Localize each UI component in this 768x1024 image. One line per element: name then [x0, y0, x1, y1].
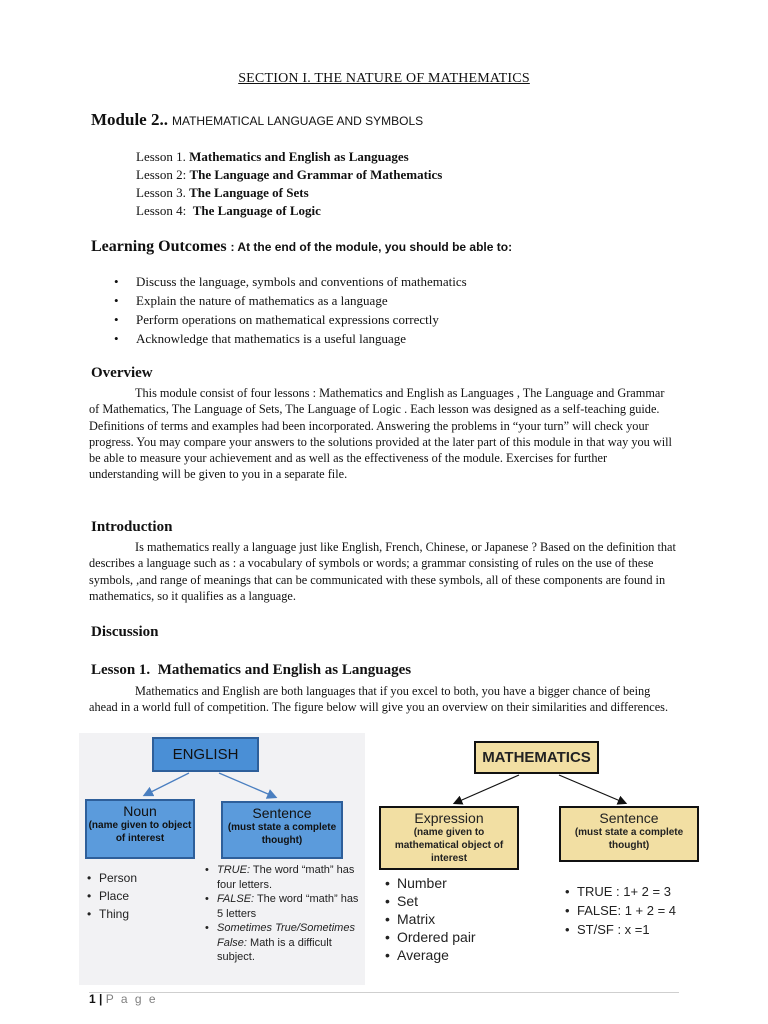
expression-example: • Matrix — [385, 910, 476, 928]
lesson-number: Lesson 4: — [136, 203, 187, 218]
expression-examples — [385, 874, 476, 964]
overview-text: This module consist of four lessons : Mathematics and English as Languages , The Language and Grammar of Mathematics, The Language of Sets, The Language of Logic . Each lesson was designed as a self-teaching guide. Definitions of terms and examples had been incorporated. Answering the problems in “your turn” will check your progress. You may compare your answers to the solutions provided at the later part of this module in that way you will be able to measure your achievement and as well as the effectiveness of the module. Exercises for further understanding will be given to you in a separate file. — [89, 386, 672, 482]
sentence-example — [205, 863, 365, 892]
footer-separator: | — [99, 992, 103, 1006]
page-number: 1 — [89, 992, 96, 1006]
introduction-heading: Introduction — [91, 519, 173, 535]
sentence-example — [205, 892, 365, 921]
sentence-example-tag: Sometimes True/Sometimes False: — [217, 922, 355, 949]
mathematics-diagram — [369, 733, 706, 985]
math-sentence-example: • FALSE: 1 + 2 = 4 — [565, 901, 676, 920]
page-label: P a g e — [105, 992, 158, 1006]
english-root-box: ENGLISH — [152, 737, 259, 772]
arrow-to-expression — [455, 775, 519, 803]
outcome-item: • Discuss the language, symbols and conventions of mathematics — [114, 272, 467, 291]
expression-example: • Ordered pair — [385, 928, 476, 946]
english-sentence-title: Sentence — [252, 805, 312, 821]
arrow-to-noun — [145, 773, 189, 795]
math-sentence-example: • ST/SF : x =1 — [565, 920, 676, 939]
discussion-heading: Discussion — [91, 624, 159, 640]
overview-heading: Overview — [91, 365, 153, 381]
lesson1-paragraph — [89, 683, 677, 716]
mathematics-root-box: MATHEMATICS — [474, 741, 599, 774]
learning-outcomes-intro: : At the end of the module, you should be able to: — [230, 240, 513, 254]
math-sentence-description: (must state a complete thought) — [574, 827, 684, 851]
math-sentence-box — [559, 806, 699, 862]
noun-description: (name given to object of interest — [88, 820, 192, 844]
learning-outcomes-list — [114, 272, 467, 348]
lesson-title: Mathematics and English as Languages — [189, 149, 409, 164]
learning-outcomes-heading — [91, 238, 512, 256]
lesson-item — [136, 166, 442, 184]
outcome-item: • Acknowledge that mathematics is a useful language — [114, 329, 467, 348]
lesson-number: Lesson 3. — [136, 185, 186, 200]
lesson-title: The Language and Grammar of Mathematics — [189, 167, 443, 182]
introduction-paragraph — [89, 539, 677, 604]
english-sentence-description: (must state a complete thought) — [227, 822, 337, 846]
module-label: Module 2 — [91, 110, 160, 129]
english-diagram — [79, 733, 365, 985]
sentence-example-text: The word “math” has 5 letters — [217, 893, 359, 920]
introduction-text: Is mathematics really a language just like English, French, Chinese, or Japanese ? Based on the definition that describes a language such as : a vocabulary of symbols or words; a grammar consisting of rules on the use of these symbols, ,and range of meanings that can be communicated with these symbols, all of these components are found in mathematics, so it qualifies as a language. — [89, 540, 676, 603]
module-heading — [91, 110, 423, 130]
english-sentence-examples — [205, 863, 365, 965]
math-sentence-examples — [565, 882, 676, 939]
noun-example: • Person — [87, 869, 137, 887]
noun-example: • Thing — [87, 905, 137, 923]
module-title: MATHEMATICAL LANGUAGE AND SYMBOLS — [171, 114, 424, 128]
lesson-number: Lesson 2: — [136, 167, 187, 182]
noun-box — [85, 799, 195, 859]
expression-title: Expression — [414, 810, 484, 826]
section-title: SECTION I. THE NATURE OF MATHEMATICS — [238, 71, 530, 86]
outcome-item: • Perform operations on mathematical expressions correctly — [114, 310, 467, 329]
noun-example: • Place — [87, 887, 137, 905]
sentence-example — [205, 921, 365, 965]
math-sentence-title: Sentence — [599, 810, 659, 826]
outcome-item: • Explain the nature of mathematics as a language — [114, 291, 467, 310]
sentence-example-text: Math is a difficult subject. — [217, 936, 332, 963]
arrow-to-math-sentence — [559, 775, 625, 803]
lesson-list — [136, 148, 442, 220]
lesson-item — [136, 184, 442, 202]
expression-box — [379, 806, 519, 870]
noun-title: Noun — [123, 803, 157, 819]
expression-example: • Number — [385, 874, 476, 892]
english-sentence-box — [221, 801, 343, 859]
sentence-example-tag: FALSE: — [217, 893, 255, 905]
arrow-to-sentence — [219, 773, 275, 797]
lesson-title: The Language of Sets — [189, 185, 309, 200]
page-footer — [89, 992, 158, 1006]
lesson1-title: Mathematics and English as Languages — [157, 662, 412, 678]
expression-example: • Average — [385, 946, 476, 964]
sentence-example-text: The word “math” has four letters. — [217, 864, 355, 891]
lesson-number: Lesson 1. — [136, 149, 186, 164]
lesson1-heading — [91, 662, 411, 679]
lesson1-number: Lesson 1. — [91, 662, 151, 678]
learning-outcomes-title: Learning Outcomes — [91, 238, 227, 255]
lesson1-text: Mathematics and English are both languages that if you excel to both, you have a bigger chance of being ahead in a world full of competition. The figure below will give you an overview on their similarities and differences. — [89, 684, 669, 715]
noun-examples — [87, 869, 137, 923]
lesson-title: The Language of Logic — [192, 203, 321, 218]
lesson-item — [136, 202, 442, 220]
module-separator: .. — [159, 110, 168, 129]
lesson-item — [136, 148, 442, 166]
sentence-example-tag: TRUE: — [217, 864, 250, 876]
expression-description: (name given to mathematical object of interest — [394, 827, 504, 864]
expression-example: • Set — [385, 892, 476, 910]
overview-paragraph — [89, 385, 677, 483]
math-sentence-example: • TRUE : 1+ 2 = 3 — [565, 882, 676, 901]
footer-divider — [89, 992, 679, 993]
